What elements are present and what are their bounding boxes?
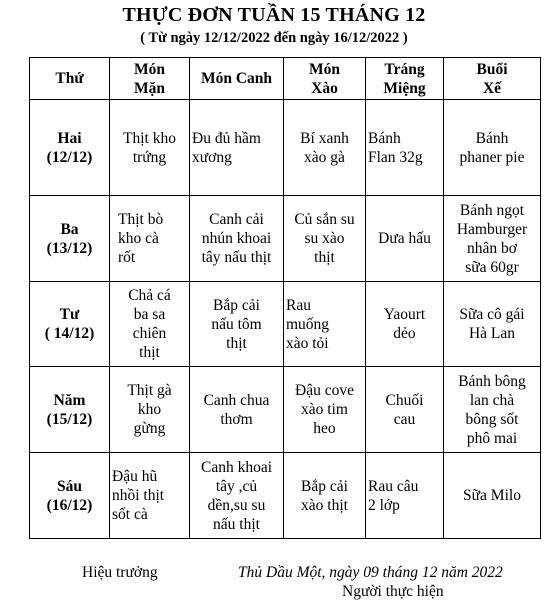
table-row	[30, 367, 541, 453]
soup-cell: Canh khoai tây ,củ dền,su su nấu thịt	[190, 453, 284, 539]
snack-cell: Bánh ngọt Hamburger nhân bơ sữa 60gr	[444, 196, 541, 282]
day-cell: Tư ( 14/12)	[30, 282, 110, 367]
main-dish-cell: Thịt kho trứng	[110, 100, 190, 196]
soup-cell: Đu đủ hầm xương	[190, 100, 284, 196]
dessert-cell: Yaourt dẻo	[366, 282, 444, 367]
column-header-dessert: Tráng Miệng	[366, 58, 444, 100]
stir-fry-cell: Củ sắn su su xào thịt	[284, 196, 366, 282]
main-dish-cell: Chả cá ba sa chiên thịt	[110, 282, 190, 367]
day-cell: Năm (15/12)	[30, 367, 110, 453]
snack-cell: Bánh bông lan chà bông sốt phô mai	[444, 367, 541, 453]
stir-fry-cell: Rau muống xào tỏi	[284, 282, 366, 367]
column-header-main-dish: Món Mặn	[110, 58, 190, 100]
snack-cell: Sữa Milo	[444, 453, 541, 539]
column-header-day: Thứ	[30, 58, 110, 100]
weekly-menu-table	[29, 57, 541, 539]
dessert-cell: Bánh Flan 32g	[366, 100, 444, 196]
dessert-cell: Dưa hấu	[366, 196, 444, 282]
principal-signature-label: Hiệu trưởng	[82, 564, 158, 581]
stir-fry-cell: Bắp cải xào thịt	[284, 453, 366, 539]
preparer-signature-label: Người thực hiện	[342, 583, 444, 600]
table-row	[30, 453, 541, 539]
soup-cell: Canh cải nhún khoai tây nấu thịt	[190, 196, 284, 282]
main-dish-cell: Đậu hũ nhồi thịt sốt cà	[110, 453, 190, 539]
day-cell: Hai (12/12)	[30, 100, 110, 196]
day-cell: Sáu (16/12)	[30, 453, 110, 539]
soup-cell: Canh chua thơm	[190, 367, 284, 453]
soup-cell: Bắp cải nấu tôm thịt	[190, 282, 284, 367]
main-dish-cell: Thịt gà kho gừng	[110, 367, 190, 453]
snack-cell: Sữa cô gái Hà Lan	[444, 282, 541, 367]
day-cell: Ba (13/12)	[30, 196, 110, 282]
place-date-line: Thủ Dầu Một, ngày 09 tháng 12 năm 2022	[238, 564, 503, 581]
table-row	[30, 100, 541, 196]
table-row	[30, 196, 541, 282]
stir-fry-cell: Bí xanh xào gà	[284, 100, 366, 196]
column-header-soup: Món Canh	[190, 58, 284, 100]
stir-fry-cell: Đậu cove xào tim heo	[284, 367, 366, 453]
menu-title: THỰC ĐƠN TUẦN 15 THÁNG 12	[122, 4, 426, 26]
snack-cell: Bánh phaner pie	[444, 100, 541, 196]
main-dish-cell: Thịt bò kho cà rốt	[110, 196, 190, 282]
dessert-cell: Rau câu 2 lớp	[366, 453, 444, 539]
table-row	[30, 282, 541, 367]
menu-date-range: ( Từ ngày 12/12/2022 đến ngày 16/12/2022 )	[140, 30, 408, 46]
column-header-stir-fry: Món Xào	[284, 58, 366, 100]
dessert-cell: Chuối cau	[366, 367, 444, 453]
column-header-afternoon-snack: Buổi Xế	[444, 58, 541, 100]
table-header-row	[30, 58, 541, 100]
